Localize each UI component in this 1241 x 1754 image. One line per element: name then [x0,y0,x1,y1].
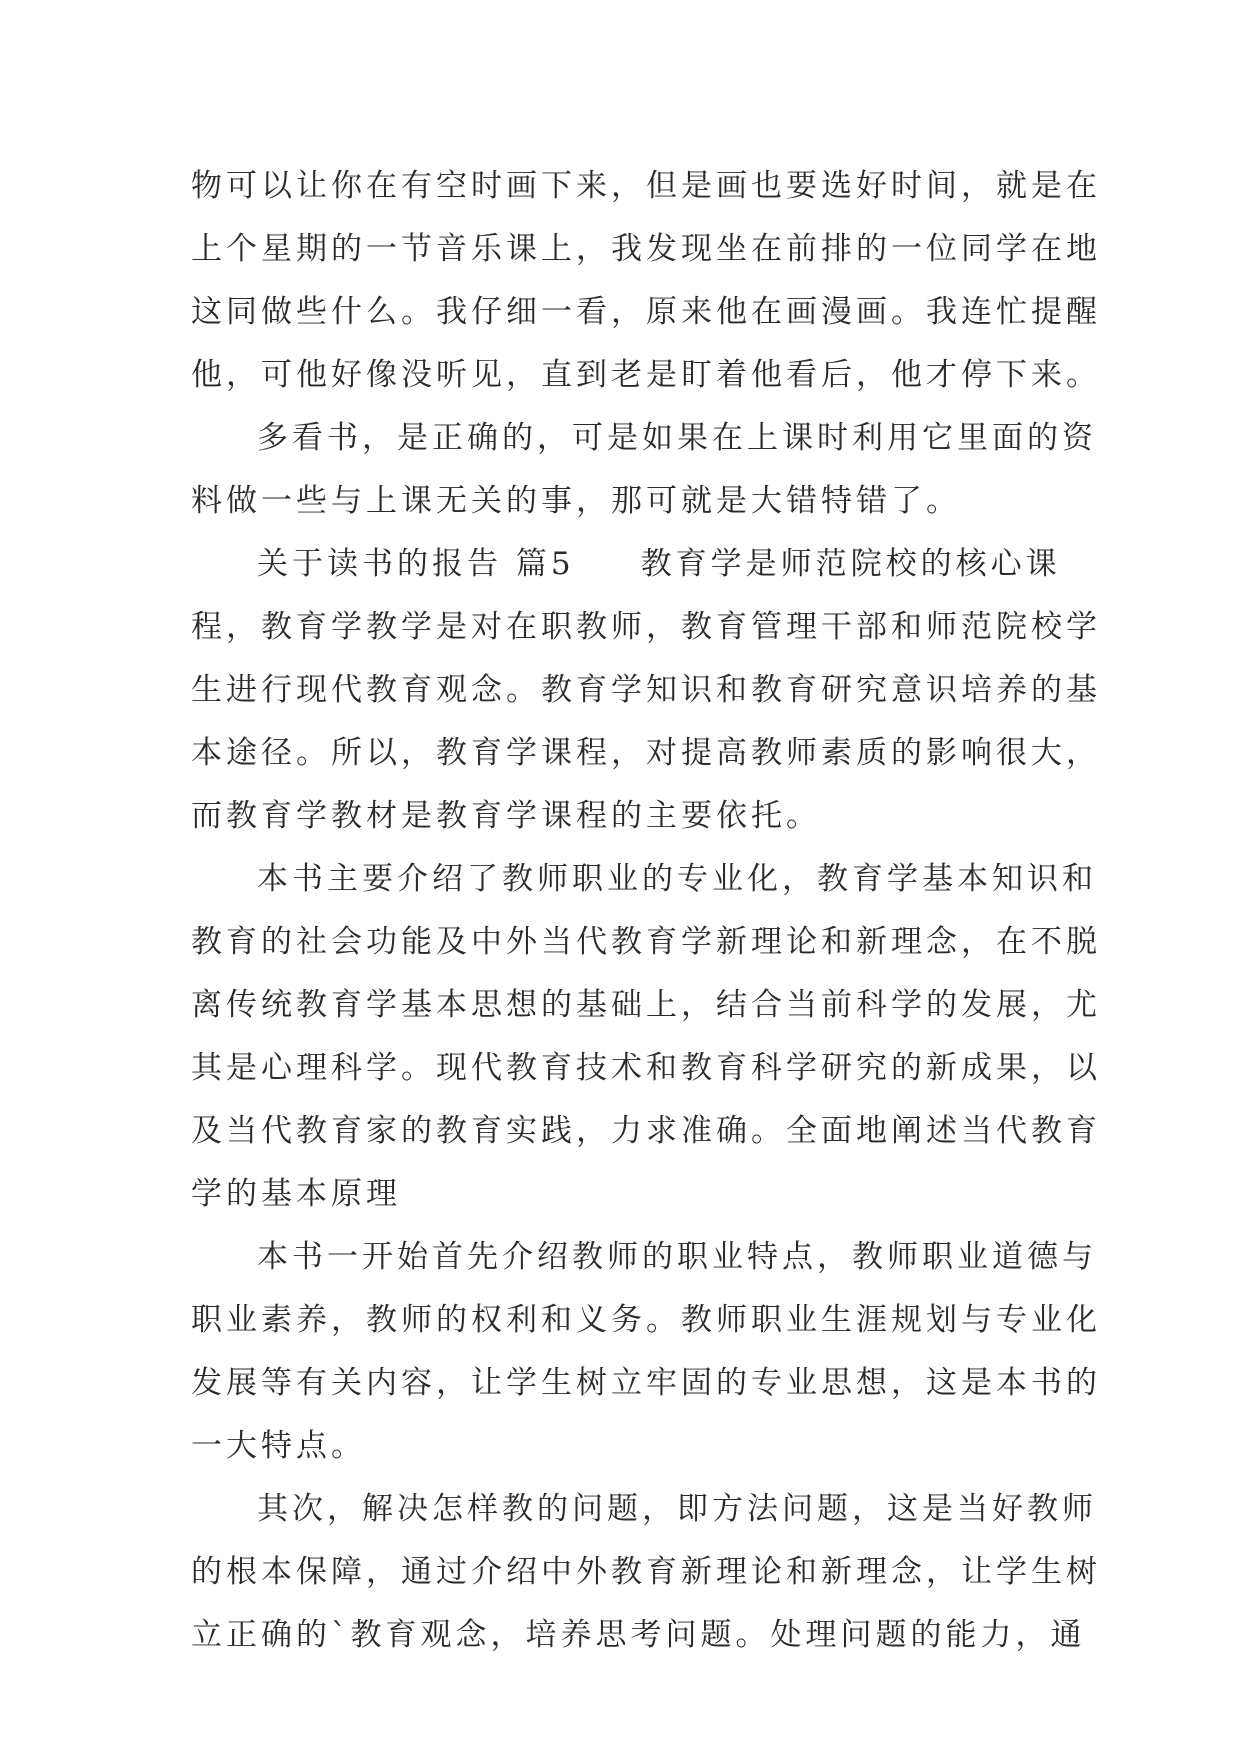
text-line: 多看书，是正确的，可是如果在上课时利用它里面的资 [257,420,1097,456]
text-line: 这同做些什么。我仔细一看，原来他在画漫画。我连忙提醒 [191,294,1101,330]
text-line: 程，教育学教学是对在职教师，教育管理干部和师范院校学 [191,609,1101,645]
text-span: 教育学是师范院校的核心课 [640,546,1061,582]
text-line: 上个星期的一节音乐课上，我发现坐在前排的一位同学在地 [191,231,1101,267]
text-line: 料做一些与上课无关的事，那可就是大错特错了。 [191,483,961,519]
text-line: 物可以让你在有空时画下来，但是画也要选好时间，就是在 [191,168,1101,204]
text-line: 生进行现代教育观念。教育学知识和教育研究意识培养的基 [191,672,1101,708]
text-line: 职业素养，教师的权利和义务。教师职业生涯规划与专业化 [191,1302,1101,1338]
text-line: 离传统教育学基本思想的基础上，结合当前科学的发展，尤 [191,987,1101,1023]
paragraph [191,155,1101,407]
document-body [191,155,1101,1667]
text-line: 而教育学教材是教育学课程的主要依托。 [191,798,821,834]
paragraph [191,1226,1101,1478]
text-line: 立正确的`教育观念，培养思考问题。处理问题的能力，通 [191,1617,1086,1653]
section-heading: 关于读书的报告 篇5 [257,546,575,582]
text-line: 教育的社会功能及中外当代教育学新理论和新理念，在不脱 [191,924,1101,960]
text-line: 一大特点。 [191,1428,366,1464]
text-line: 学的基本原理 [191,1176,401,1212]
text-line: 及当代教育家的教育实践，力求准确。全面地阐述当代教育 [191,1113,1101,1149]
paragraph [191,1478,1101,1667]
text-line: 发展等有关内容，让学生树立牢固的专业思想，这是本书的 [191,1365,1101,1401]
paragraph [191,848,1101,1226]
text-line: 其是心理科学。现代教育技术和教育科学研究的新成果，以 [191,1050,1101,1086]
text-line: 本书主要介绍了教师职业的专业化，教育学基本知识和 [257,861,1097,897]
text-line: 的根本保障，通过介绍中外教育新理论和新理念，让学生树 [191,1554,1101,1590]
text-line [191,533,1061,596]
text-line: 他，可他好像没听见，直到老是盯着他看后，他才停下来。 [191,357,1101,393]
text-line: 其次，解决怎样教的问题，即方法问题，这是当好教师 [257,1491,1097,1527]
paragraph [191,407,1097,533]
paragraph [191,533,1101,848]
text-line: 本书一开始首先介绍教师的职业特点，教师职业道德与 [257,1239,1097,1275]
text-line: 本途径。所以，教育学课程，对提高教师素质的影响很大， [191,735,1101,771]
